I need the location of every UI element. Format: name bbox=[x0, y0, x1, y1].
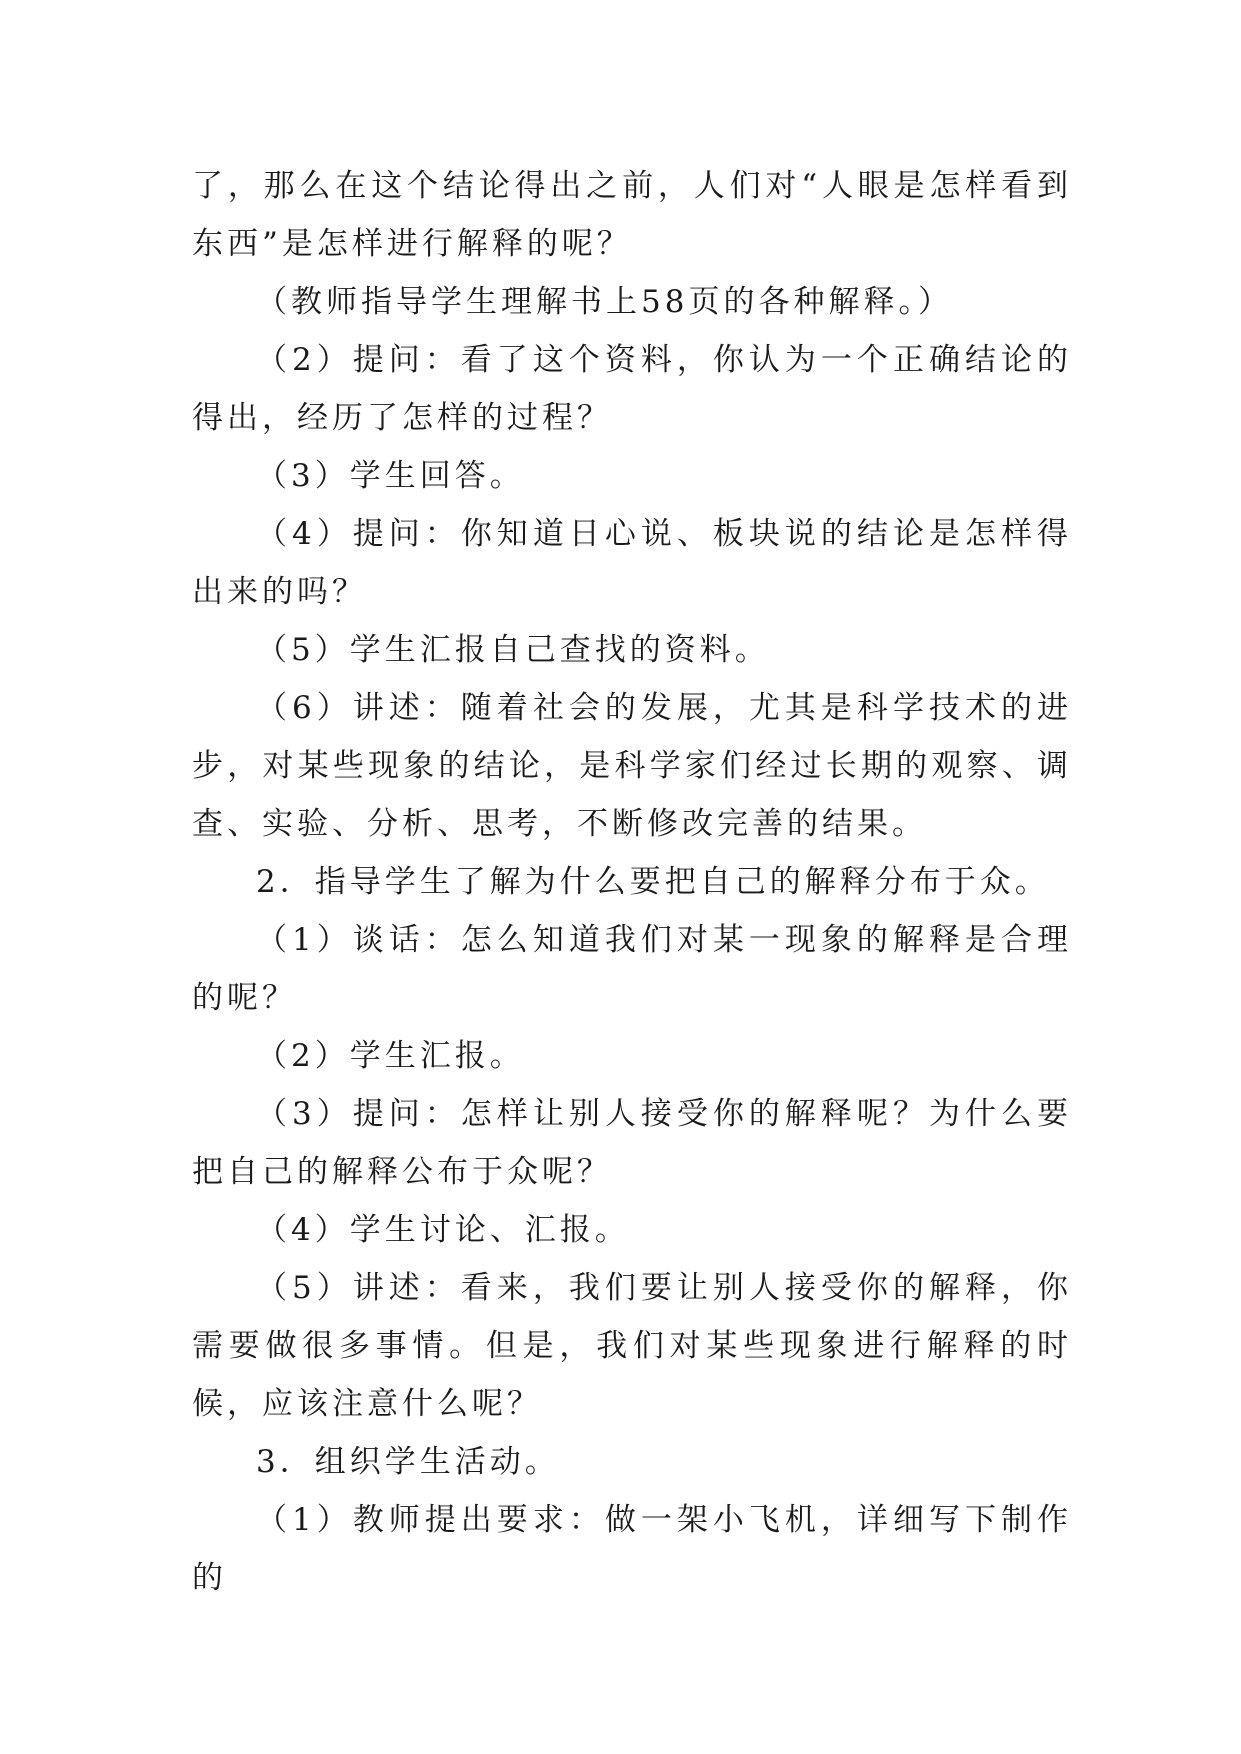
document-body bbox=[192, 157, 1072, 1607]
paragraph-question-2: （2）提问：看了这个资料，你认为一个正确结论的得出，经历了怎样的过程？ bbox=[192, 342, 1072, 436]
paragraph-report-5: （5）学生汇报自己查找的资料。 bbox=[256, 632, 770, 668]
paragraph-answer-3: （3）学生回答。 bbox=[256, 458, 525, 494]
paragraph-question-4: （4）提问：你知道日心说、板块说的结论是怎样得出来的吗？ bbox=[192, 516, 1072, 610]
paragraph-teacher-guidance: （教师指导学生理解书上58页的各种解释。） bbox=[256, 284, 953, 320]
paragraph-talk-1: （1）谈话：怎么知道我们对某一现象的解释是合理的呢？ bbox=[192, 922, 1072, 1016]
paragraph-requirement-1: （1）教师提出要求：做一架小飞机，详细写下制作的 bbox=[192, 1502, 1072, 1596]
paragraph-report-2: （2）学生汇报。 bbox=[256, 1038, 525, 1074]
section-heading-2: 2．指导学生了解为什么要把自己的解释分布于众。 bbox=[256, 864, 1050, 900]
section-heading-3: 3．组织学生活动。 bbox=[256, 1444, 560, 1480]
paragraph-narration-6: （6）讲述：随着社会的发展，尤其是科学技术的进步，对某些现象的结论，是科学家们经过长期的观察、调查、实验、分析、思考，不断修改完善的结果。 bbox=[192, 690, 1072, 842]
paragraph-narration-5: （5）讲述：看来，我们要让别人接受你的解释，你需要做很多事情。但是，我们对某些现象进行解释的时候，应该注意什么呢？ bbox=[192, 1270, 1072, 1422]
paragraph-discussion-4: （4）学生讨论、汇报。 bbox=[256, 1212, 630, 1248]
paragraph-continuation: 了，那么在这个结论得出之前，人们对“人眼是怎样看到东西”是怎样进行解释的呢？ bbox=[192, 168, 1072, 262]
paragraph-question-3: （3）提问：怎样让别人接受你的解释呢？为什么要把自己的解释公布于众呢？ bbox=[192, 1096, 1072, 1190]
